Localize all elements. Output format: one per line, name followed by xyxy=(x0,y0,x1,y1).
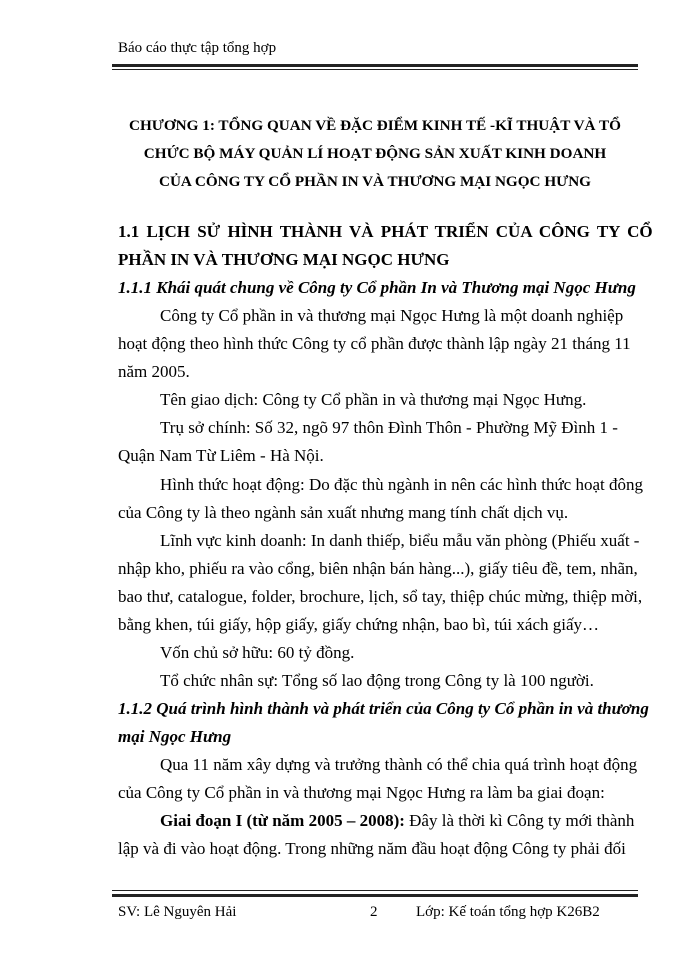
stage-1-label: Giai đoạn I (từ năm 2005 – 2008): xyxy=(160,811,405,830)
paragraph-line: bao thư, catalogue, folder, brochure, lịch, sổ tay, thiệp chúc mừng, thiệp mời, xyxy=(118,587,643,606)
paragraph-line: của Công ty Cổ phần in và thương mại Ngọc Hưng ra làm ba giai đoạn: xyxy=(118,783,605,802)
paragraph-line: nhập kho, phiếu ra vào cổng, biên nhận bán hàng...), giấy tiêu đề, tem, nhãn, xyxy=(118,559,638,578)
header-rule-thick xyxy=(112,64,638,67)
paragraph-line: lập và đi vào hoạt động. Trong những năm đầu hoạt động Công ty phải đối xyxy=(118,839,626,858)
chapter-title-line: CHỨC BỘ MÁY QUẢN LÍ HOẠT ĐỘNG SẢN XUẤT KINH DOANH xyxy=(143,145,607,162)
footer-page-number: 2 xyxy=(370,904,378,920)
paragraph-line: Công ty Cổ phần in và thương mại Ngọc Hưng là một doanh nghiệp xyxy=(160,306,624,325)
paragraph-line: hoạt động theo hình thức Công ty cổ phần được thành lập ngày 21 tháng 11 xyxy=(118,334,631,353)
subsection-1-title: 1.1.1 Khái quát chung về Công ty Cổ phần In và Thương mại Ngọc Hưng xyxy=(118,278,636,297)
paragraph-line: của Công ty là theo ngành sản xuất nhưng mang tính chất dịch vụ. xyxy=(118,503,569,522)
section-title-line: 1.1 LỊCH SỬ HÌNH THÀNH VÀ PHÁT TRIỂN CỦA CÔNG TY CỔ xyxy=(118,222,653,241)
paragraph-line: Tổ chức nhân sự: Tổng số lao động trong Công ty là 100 người. xyxy=(160,671,594,690)
footer-class: Lớp: Kế toán tổng hợp K26B2 xyxy=(416,904,600,920)
paragraph-line: năm 2005. xyxy=(118,362,190,381)
paragraph-line: Vốn chủ sở hữu: 60 tỷ đồng. xyxy=(160,643,355,662)
paragraph-line: bằng khen, túi giấy, hộp giấy, giấy chứng nhận, bao bì, túi xách giấy… xyxy=(118,615,600,634)
paragraph-line: Trụ sở chính: Số 32, ngõ 97 thôn Đình Thôn - Phường Mỹ Đình 1 - xyxy=(160,418,618,437)
paragraph-line: Hình thức hoạt động: Do đặc thù ngành in nên các hình thức hoạt đông xyxy=(160,475,643,494)
chapter-title xyxy=(112,112,638,196)
paragraph-line: Qua 11 năm xây dựng và trưởng thành có thể chia quá trình hoạt động xyxy=(160,755,638,774)
stage-1-text: Đây là thời kì Công ty mới thành xyxy=(404,811,635,830)
chapter-title-line: CỦA CÔNG TY CỔ PHẦN IN VÀ THƯƠNG MẠI NGỌC HƯNG xyxy=(158,173,591,190)
paragraph-line: Lĩnh vực kinh doanh: In danh thiếp, biểu mẫu văn phòng (Phiếu xuất - xyxy=(160,531,640,550)
footer-rule-thick xyxy=(112,894,638,897)
paragraph-line: Quận Nam Từ Liêm - Hà Nội. xyxy=(118,446,324,465)
chapter-title-line: CHƯƠNG 1: TỔNG QUAN VỀ ĐẶC ĐIỂM KINH TẾ -KĨ THUẬT VÀ TỔ xyxy=(129,117,621,134)
footer-student: SV: Lê Nguyên Hải xyxy=(118,904,237,920)
header-rule-thin xyxy=(112,69,638,70)
subsection-2-title: mại Ngọc Hưng xyxy=(118,727,232,746)
section-title-line: PHẦN IN VÀ THƯƠNG MẠI NGỌC HƯNG xyxy=(118,250,450,269)
stage-1-paragraph xyxy=(160,810,634,832)
section-title xyxy=(118,218,653,274)
paragraph-line: Tên giao dịch: Công ty Cổ phần in và thương mại Ngọc Hưng. xyxy=(160,390,587,409)
page-header-title: Báo cáo thực tập tổng hợp xyxy=(118,40,277,56)
subsection-2-title: 1.1.2 Quá trình hình thành và phát triển của Công ty Cổ phần in và thương xyxy=(118,699,649,718)
footer-rule-thin xyxy=(112,890,638,891)
